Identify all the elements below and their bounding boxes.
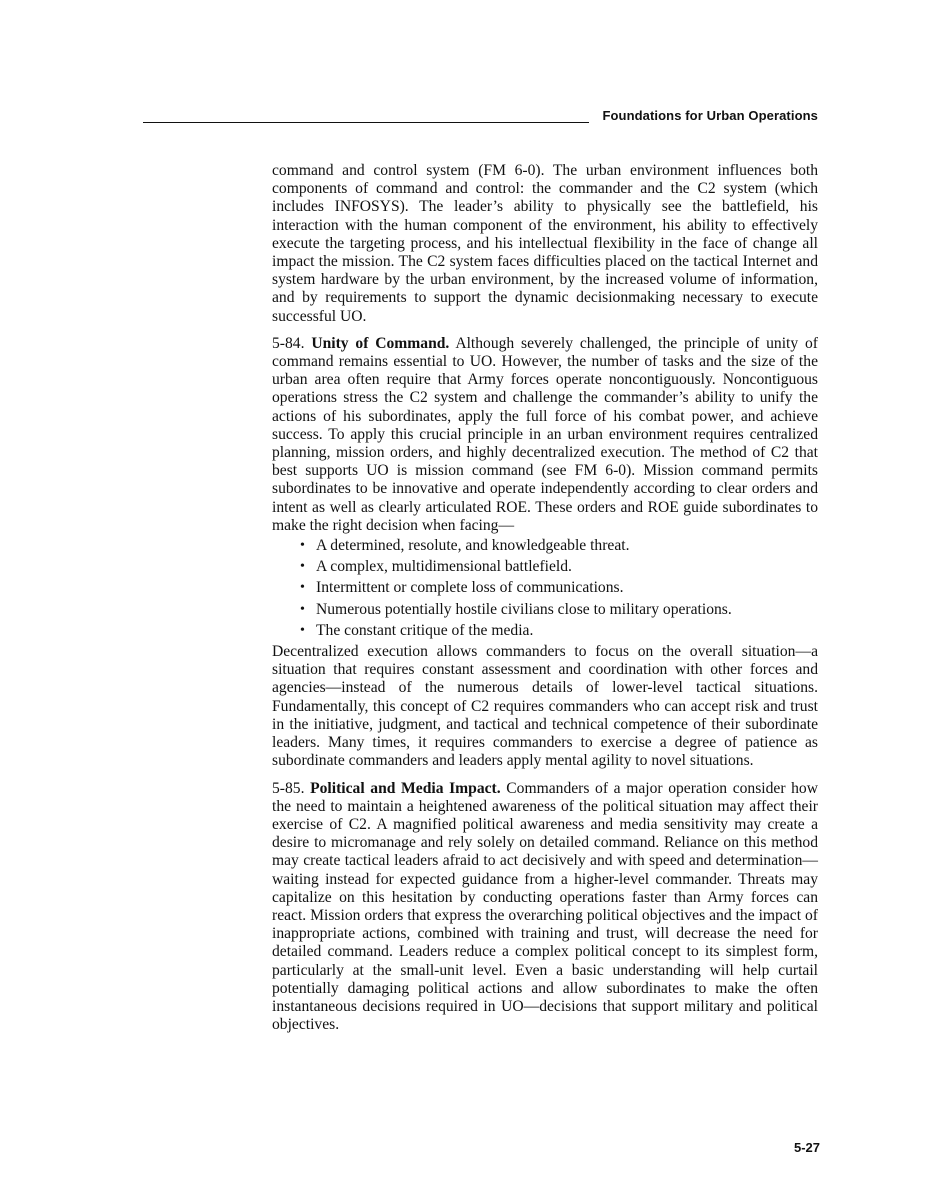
bullet-icon: • [300, 580, 305, 596]
page-number: 5-27 [793, 1140, 820, 1155]
paragraph-number: 5-85. [272, 779, 305, 797]
header-rule [143, 122, 589, 123]
paragraph-number: 5-84. [272, 334, 305, 352]
list-item: • A complex, multidimensional battlefield. [300, 558, 572, 576]
list-item: • Intermittent or complete loss of communications. [300, 579, 624, 597]
paragraph-c2-system: command and control system (FM 6-0). The urban environment influences both components of command and control: the commander and the C2 system (which includes INFOSYS). The leader’s ability to physically see the battlefield, his interaction with the human component of the environment, his ability to effectively execute the targeting process, and his intellectual flexibility in the face of change all impact the mission. The C2 system faces difficulties placed on the tactical Internet and system hardware by the urban environment, by the increased volume of information, and by requirements to support the dynamic decisionmaking necessary to execute successful UO. [272, 162, 818, 325]
paragraph-decentralized-execution: Decentralized execution allows commanders to focus on the overall situation—a situation that requires constant assessment and coordination with other forces and agencies—instead of the numerous details of lower-level tactical situations. Fundamentally, this concept of C2 requires commanders who can accept risk and trust in the initiative, judgment, and tactical and technical competence of their subordinate leaders. Many times, it requires commanders to exercise a degree of patience as subordinate commanders and leaders apply mental agility to novel situations. [272, 643, 818, 770]
bullet-icon: • [300, 559, 305, 575]
paragraph-heading: Unity of Command. [311, 334, 450, 352]
paragraph-heading: Political and Media Impact. [310, 779, 501, 797]
paragraph-text: Commanders of a major operation consider how the need to maintain a heightened awareness of the political situation may affect their exercise of C2. A magnified political awareness and media sensitivity may create a desire to micromanage and rely solely on detailed command. Reliance on this method may create tactical leaders afraid to act decisively and with speed and determination—waiting instead for expected guidance from a higher-level commander. Threats may capitalize on this hesitation by conducting operations faster than Army forces can react. Mission orders that express the overarching political objectives and the impact of inappropriate actions, combined with training and trust, will decrease the need for detailed command. Leaders reduce a complex political concept to its simplest form, particularly at the small-unit level. Even a basic understanding will help curtail potentially damaging political actions and allow subordinates to make the often instantaneous decisions required in UO—decisions that support military and political objectives. [272, 779, 818, 1034]
running-header-title: Foundations for Urban Operations [602, 108, 818, 123]
bullet-list [272, 537, 818, 640]
page-content [272, 162, 818, 1043]
list-item: • Numerous potentially hostile civilians close to military operations. [300, 600, 732, 618]
paragraph-text: Although severely challenged, the principle of unity of command remains essential to UO. However, the number of tasks and the size of the urban area often require that Army forces operate noncontiguously. Noncontiguous operations stress the C2 system and challenge the commander’s ability to unify the actions of his subordinates, apply the full force of his combat power, and achieve success. To apply this crucial principle in an urban environment requires centralized planning, mission orders, and highly decentralized execution. The method of C2 that best supports UO is mission command (see FM 6-0). Mission command permits subordinates to be innovative and operate independently according to clear orders and intent as well as clearly articulated ROE. These orders and ROE guide subordinates to make the right decision when facing— [272, 334, 818, 534]
list-item: • The constant critique of the media. [300, 621, 534, 639]
bullet-icon: • [300, 538, 305, 554]
list-item: • A determined, resolute, and knowledgeable threat. [300, 537, 630, 555]
paragraph-unity-of-command [272, 335, 818, 535]
paragraph-political-media-impact [272, 780, 818, 1035]
bullet-icon: • [300, 601, 305, 617]
bullet-icon: • [300, 622, 305, 638]
